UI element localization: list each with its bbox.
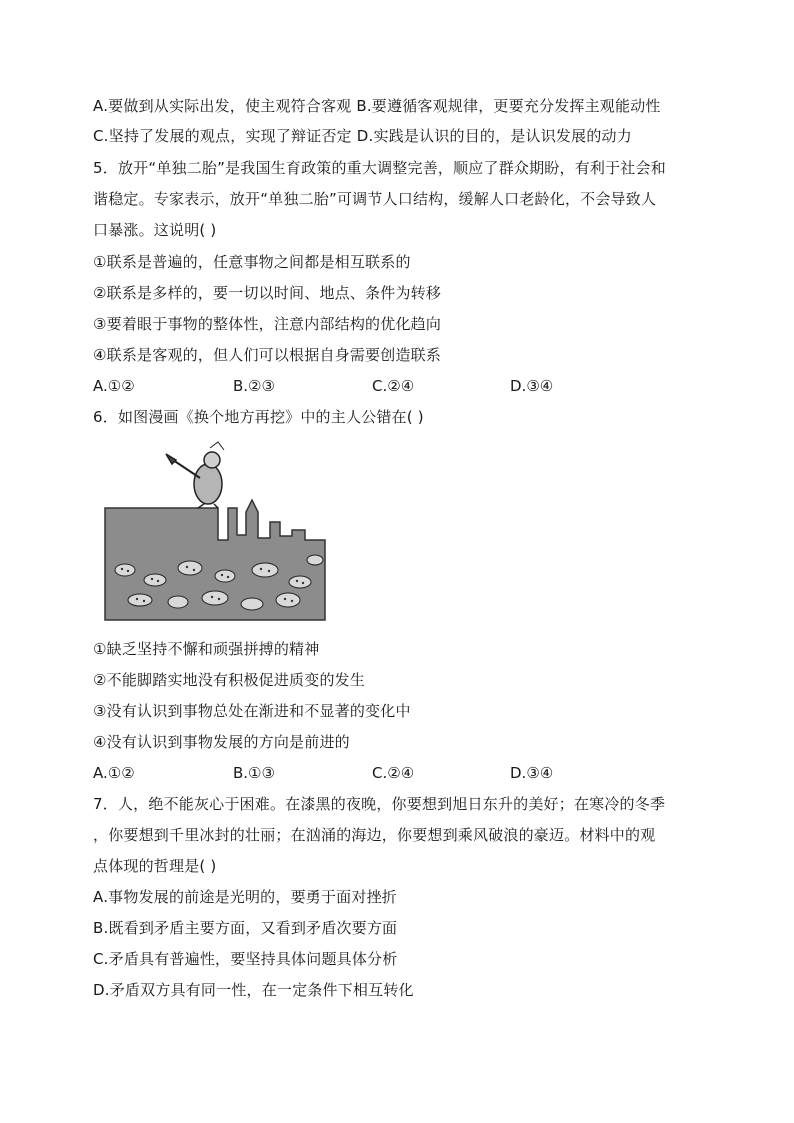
q5-item-4: ④联系是客观的，但人们可以根据自身需要创造联系: [93, 346, 442, 364]
q6-item-4: ④没有认识到事物发展的方向是前进的: [93, 733, 350, 751]
q5-stem-line-1: 5．放开“单独二胎”是我国生育政策的重大调整完善，顺应了群众期盼，有利于社会和: [93, 159, 666, 177]
q6-item-3: ③没有认识到事物总处在渐进和不显著的变化中: [93, 702, 411, 720]
q5-choice-a: A.①②: [93, 377, 135, 395]
q6-item-1: ①缺乏坚持不懈和顽强拼搏的精神: [93, 640, 320, 658]
q4-option-line-2: C.坚持了发展的观点，实现了辩证否定 D.实践是认识的目的，是认识发展的动力: [93, 127, 632, 145]
q7-stem-line-3: 点体现的哲理是( ): [93, 857, 217, 875]
q5-item-2: ②联系是多样的，要一切以时间、地点、条件为转移: [93, 284, 442, 302]
q7-option-b: B.既看到矛盾主要方面，又看到矛盾次要方面: [93, 919, 398, 937]
q6-item-2: ②不能脚踏实地没有积极促进质变的发生: [93, 671, 366, 689]
q6-choice-a: A.①②: [93, 764, 135, 782]
cartoon-digging-image: [100, 440, 330, 625]
q7-option-a: A.事物发展的前途是光明的，要勇于面对挫折: [93, 888, 397, 906]
q5-stem-line-2: 谐稳定。专家表示，放开“单独二胎”可调节人口结构，缓解人口老龄化，不会导致人: [93, 190, 657, 208]
q6-choice-d: D.③④: [510, 764, 554, 782]
q7-option-d: D.矛盾双方具有同一性，在一定条件下相互转化: [93, 981, 414, 999]
q4-option-line-1: A.要做到从实际出发，使主观符合客观 B.要遵循客观规律，更要充分发挥主观能动性: [93, 97, 661, 115]
q5-choice-c: C.②④: [372, 377, 415, 395]
q7-stem-line-1: 7．人，绝不能灰心于困难。在漆黑的夜晚，你要想到旭日东升的美好；在寒冷的冬季: [93, 795, 666, 813]
q7-stem-line-2: ，你要想到千里冰封的壮丽；在汹涌的海边，你要想到乘风破浪的豪迈。材料中的观: [93, 826, 656, 844]
q5-stem-line-3: 口暴涨。这说明( ): [93, 221, 217, 239]
q6-choice-c: C.②④: [372, 764, 415, 782]
q7-option-c: C.矛盾具有普遍性，要坚持具体问题具体分析: [93, 950, 398, 968]
q5-choice-d: D.③④: [510, 377, 554, 395]
q5-choice-b: B.②③: [233, 377, 275, 395]
q6-choice-b: B.①③: [233, 764, 275, 782]
q6-stem: 6．如图漫画《换个地方再挖》中的主人公错在( ): [93, 408, 424, 426]
q5-item-1: ①联系是普遍的，任意事物之间都是相互联系的: [93, 253, 411, 271]
q5-item-3: ③要着眼于事物的整体性，注意内部结构的优化趋向: [93, 315, 442, 333]
